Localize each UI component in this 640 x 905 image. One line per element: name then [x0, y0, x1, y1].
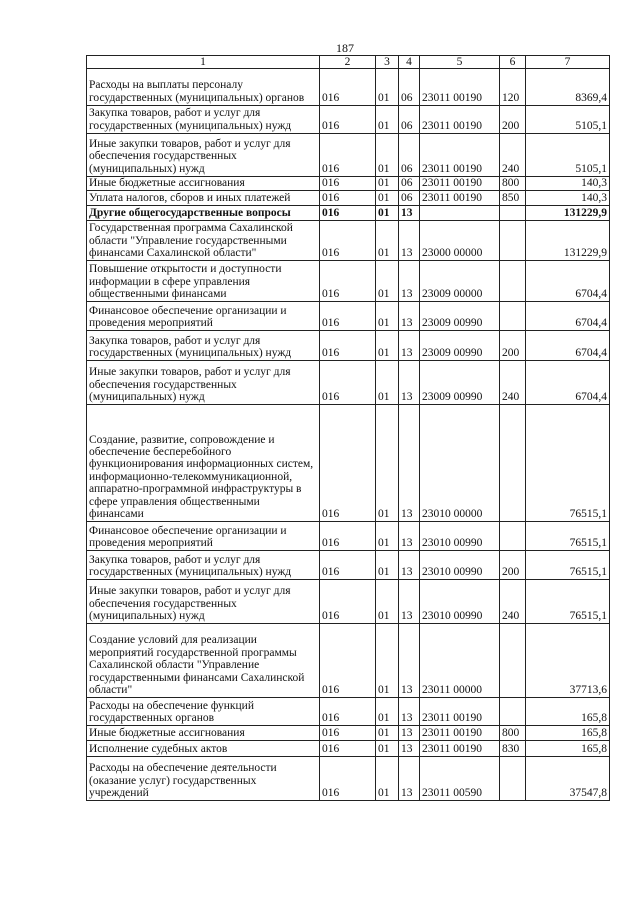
row-amount: 37547,8 — [526, 757, 610, 801]
row-subsection: 06 — [399, 177, 420, 191]
row-admin-code: 016 — [320, 361, 376, 405]
row-expense-kind — [500, 221, 526, 261]
table-row — [87, 331, 610, 361]
table-row — [87, 106, 610, 134]
table-body — [87, 69, 610, 801]
row-section: 01 — [376, 522, 399, 551]
row-subsection: 13 — [399, 331, 420, 361]
row-amount: 165,8 — [526, 726, 610, 741]
table-row — [87, 69, 610, 106]
row-expense-kind: 240 — [500, 580, 526, 624]
col-header-3: 3 — [376, 56, 399, 69]
col-header-5: 5 — [420, 56, 500, 69]
row-subsection: 13 — [399, 580, 420, 624]
row-admin-code: 016 — [320, 331, 376, 361]
row-amount: 165,8 — [526, 698, 610, 726]
row-section: 01 — [376, 69, 399, 106]
table-row — [87, 302, 610, 331]
row-name: Иные закупки товаров, работ и услуг для обеспечения государственных (муниципальных) нужд — [87, 580, 320, 624]
row-admin-code: 016 — [320, 134, 376, 177]
row-expense-kind: 830 — [500, 741, 526, 757]
row-subsection: 13 — [399, 757, 420, 801]
table-row — [87, 221, 610, 261]
row-target-article: 23011 00190 — [420, 106, 500, 134]
row-admin-code: 016 — [320, 221, 376, 261]
table-row — [87, 624, 610, 698]
row-subsection: 13 — [399, 551, 420, 580]
row-name: Расходы на обеспечение функций государственных органов — [87, 698, 320, 726]
row-admin-code: 016 — [320, 206, 376, 221]
row-name: Государственная программа Сахалинской области "Управление государственными финансами Сахалинской области" — [87, 221, 320, 261]
row-expense-kind: 850 — [500, 191, 526, 206]
row-expense-kind — [500, 261, 526, 302]
row-target-article: 23011 00190 — [420, 191, 500, 206]
row-subsection: 13 — [399, 361, 420, 405]
row-section: 01 — [376, 191, 399, 206]
table-row — [87, 522, 610, 551]
row-amount: 8369,4 — [526, 69, 610, 106]
row-name: Закупка товаров, работ и услуг для государственных (муниципальных) нужд — [87, 106, 320, 134]
row-expense-kind — [500, 522, 526, 551]
row-target-article: 23009 00990 — [420, 361, 500, 405]
table-row — [87, 206, 610, 221]
row-subsection: 13 — [399, 741, 420, 757]
header-row — [87, 56, 610, 69]
row-subsection: 13 — [399, 698, 420, 726]
row-subsection: 13 — [399, 624, 420, 698]
row-name: Иные закупки товаров, работ и услуг для обеспечения государственных (муниципальных) нужд — [87, 361, 320, 405]
row-target-article: 23011 00190 — [420, 698, 500, 726]
row-amount: 76515,1 — [526, 580, 610, 624]
row-amount: 131229,9 — [526, 206, 610, 221]
row-amount: 76515,1 — [526, 405, 610, 522]
row-admin-code: 016 — [320, 726, 376, 741]
table-row — [87, 361, 610, 405]
row-admin-code: 016 — [320, 698, 376, 726]
table-row — [87, 177, 610, 191]
row-subsection: 06 — [399, 134, 420, 177]
row-name: Иные закупки товаров, работ и услуг для обеспечения государственных (муниципальных) нужд — [87, 134, 320, 177]
row-target-article: 23011 00190 — [420, 726, 500, 741]
row-section: 01 — [376, 106, 399, 134]
row-target-article: 23010 00990 — [420, 580, 500, 624]
row-admin-code: 016 — [320, 624, 376, 698]
row-amount: 5105,1 — [526, 106, 610, 134]
row-amount: 76515,1 — [526, 522, 610, 551]
row-section: 01 — [376, 331, 399, 361]
row-admin-code: 016 — [320, 191, 376, 206]
row-section: 01 — [376, 206, 399, 221]
row-name: Создание, развитие, сопровождение и обеспечение бесперебойного функционирования информационных систем, информационно-телекоммуникационной, аппаратно-программной инфраструктуры в сфере управления общественными финансами — [87, 405, 320, 522]
row-name: Исполнение судебных актов — [87, 741, 320, 757]
row-expense-kind — [500, 302, 526, 331]
col-header-7: 7 — [526, 56, 610, 69]
row-target-article: 23009 00990 — [420, 302, 500, 331]
table-row — [87, 551, 610, 580]
row-section: 01 — [376, 134, 399, 177]
row-section: 01 — [376, 405, 399, 522]
row-section: 01 — [376, 302, 399, 331]
row-name: Закупка товаров, работ и услуг для государственных (муниципальных) нужд — [87, 551, 320, 580]
row-target-article: 23011 00190 — [420, 134, 500, 177]
row-name: Иные бюджетные ассигнования — [87, 726, 320, 741]
row-section: 01 — [376, 757, 399, 801]
col-header-6: 6 — [500, 56, 526, 69]
row-expense-kind: 240 — [500, 134, 526, 177]
row-subsection: 06 — [399, 69, 420, 106]
row-amount: 131229,9 — [526, 221, 610, 261]
row-subsection: 13 — [399, 261, 420, 302]
row-target-article: 23011 00190 — [420, 177, 500, 191]
row-expense-kind: 800 — [500, 177, 526, 191]
row-name: Иные бюджетные ассигнования — [87, 177, 320, 191]
row-admin-code: 016 — [320, 405, 376, 522]
row-name: Финансовое обеспечение организации и проведения мероприятий — [87, 302, 320, 331]
row-section: 01 — [376, 726, 399, 741]
row-subsection: 13 — [399, 206, 420, 221]
row-section: 01 — [376, 261, 399, 302]
row-target-article: 23010 00000 — [420, 405, 500, 522]
row-amount: 140,3 — [526, 191, 610, 206]
row-name: Повышение открытости и доступности информации в сфере управления общественными финансами — [87, 261, 320, 302]
row-expense-kind — [500, 624, 526, 698]
row-amount: 6704,4 — [526, 361, 610, 405]
row-target-article: 23011 00190 — [420, 741, 500, 757]
row-subsection: 13 — [399, 221, 420, 261]
row-target-article: 23000 00000 — [420, 221, 500, 261]
table-row — [87, 134, 610, 177]
row-admin-code: 016 — [320, 302, 376, 331]
row-admin-code: 016 — [320, 69, 376, 106]
row-expense-kind: 200 — [500, 551, 526, 580]
row-subsection: 13 — [399, 522, 420, 551]
row-expense-kind — [500, 206, 526, 221]
row-subsection: 13 — [399, 302, 420, 331]
row-amount: 6704,4 — [526, 261, 610, 302]
row-name: Закупка товаров, работ и услуг для государственных (муниципальных) нужд — [87, 331, 320, 361]
row-target-article: 23009 00000 — [420, 261, 500, 302]
row-section: 01 — [376, 361, 399, 405]
row-expense-kind: 200 — [500, 106, 526, 134]
row-amount: 6704,4 — [526, 331, 610, 361]
col-header-1: 1 — [87, 56, 320, 69]
row-section: 01 — [376, 551, 399, 580]
row-name: Уплата налогов, сборов и иных платежей — [87, 191, 320, 206]
col-header-4: 4 — [399, 56, 420, 69]
row-name: Финансовое обеспечение организации и проведения мероприятий — [87, 522, 320, 551]
row-amount: 6704,4 — [526, 302, 610, 331]
row-amount: 76515,1 — [526, 551, 610, 580]
row-subsection: 06 — [399, 191, 420, 206]
row-amount: 5105,1 — [526, 134, 610, 177]
row-section: 01 — [376, 177, 399, 191]
row-target-article: 23011 00000 — [420, 624, 500, 698]
row-amount: 37713,6 — [526, 624, 610, 698]
row-expense-kind: 200 — [500, 331, 526, 361]
row-target-article — [420, 206, 500, 221]
budget-table — [86, 55, 610, 801]
table-row — [87, 726, 610, 741]
row-admin-code: 016 — [320, 741, 376, 757]
row-target-article: 23010 00990 — [420, 551, 500, 580]
row-name: Другие общегосударственные вопросы — [87, 206, 320, 221]
row-target-article: 23009 00990 — [420, 331, 500, 361]
table-row — [87, 757, 610, 801]
row-name: Расходы на обеспечение деятельности (оказание услуг) государственных учреждений — [87, 757, 320, 801]
row-subsection: 13 — [399, 726, 420, 741]
row-admin-code: 016 — [320, 106, 376, 134]
table-row — [87, 191, 610, 206]
table-row — [87, 698, 610, 726]
table-row — [87, 580, 610, 624]
row-admin-code: 016 — [320, 551, 376, 580]
col-header-2: 2 — [320, 56, 376, 69]
row-section: 01 — [376, 580, 399, 624]
row-expense-kind — [500, 757, 526, 801]
table-row — [87, 261, 610, 302]
row-section: 01 — [376, 624, 399, 698]
row-target-article: 23010 00990 — [420, 522, 500, 551]
row-admin-code: 016 — [320, 261, 376, 302]
row-name: Создание условий для реализации мероприятий государственной программы Сахалинской области "Управление государственными финансами Сахалинской области" — [87, 624, 320, 698]
page-number: 187 — [336, 41, 354, 55]
row-amount: 140,3 — [526, 177, 610, 191]
row-admin-code: 016 — [320, 580, 376, 624]
row-target-article: 23011 00590 — [420, 757, 500, 801]
row-expense-kind — [500, 698, 526, 726]
row-amount: 165,8 — [526, 741, 610, 757]
row-admin-code: 016 — [320, 757, 376, 801]
row-expense-kind: 800 — [500, 726, 526, 741]
row-expense-kind: 240 — [500, 361, 526, 405]
row-admin-code: 016 — [320, 177, 376, 191]
row-target-article: 23011 00190 — [420, 69, 500, 106]
row-section: 01 — [376, 698, 399, 726]
row-subsection: 06 — [399, 106, 420, 134]
row-admin-code: 016 — [320, 522, 376, 551]
table-row — [87, 741, 610, 757]
row-section: 01 — [376, 221, 399, 261]
row-subsection: 13 — [399, 405, 420, 522]
row-name: Расходы на выплаты персоналу государственных (муниципальных) органов — [87, 69, 320, 106]
table-row — [87, 405, 610, 522]
row-section: 01 — [376, 741, 399, 757]
row-expense-kind — [500, 405, 526, 522]
row-expense-kind: 120 — [500, 69, 526, 106]
